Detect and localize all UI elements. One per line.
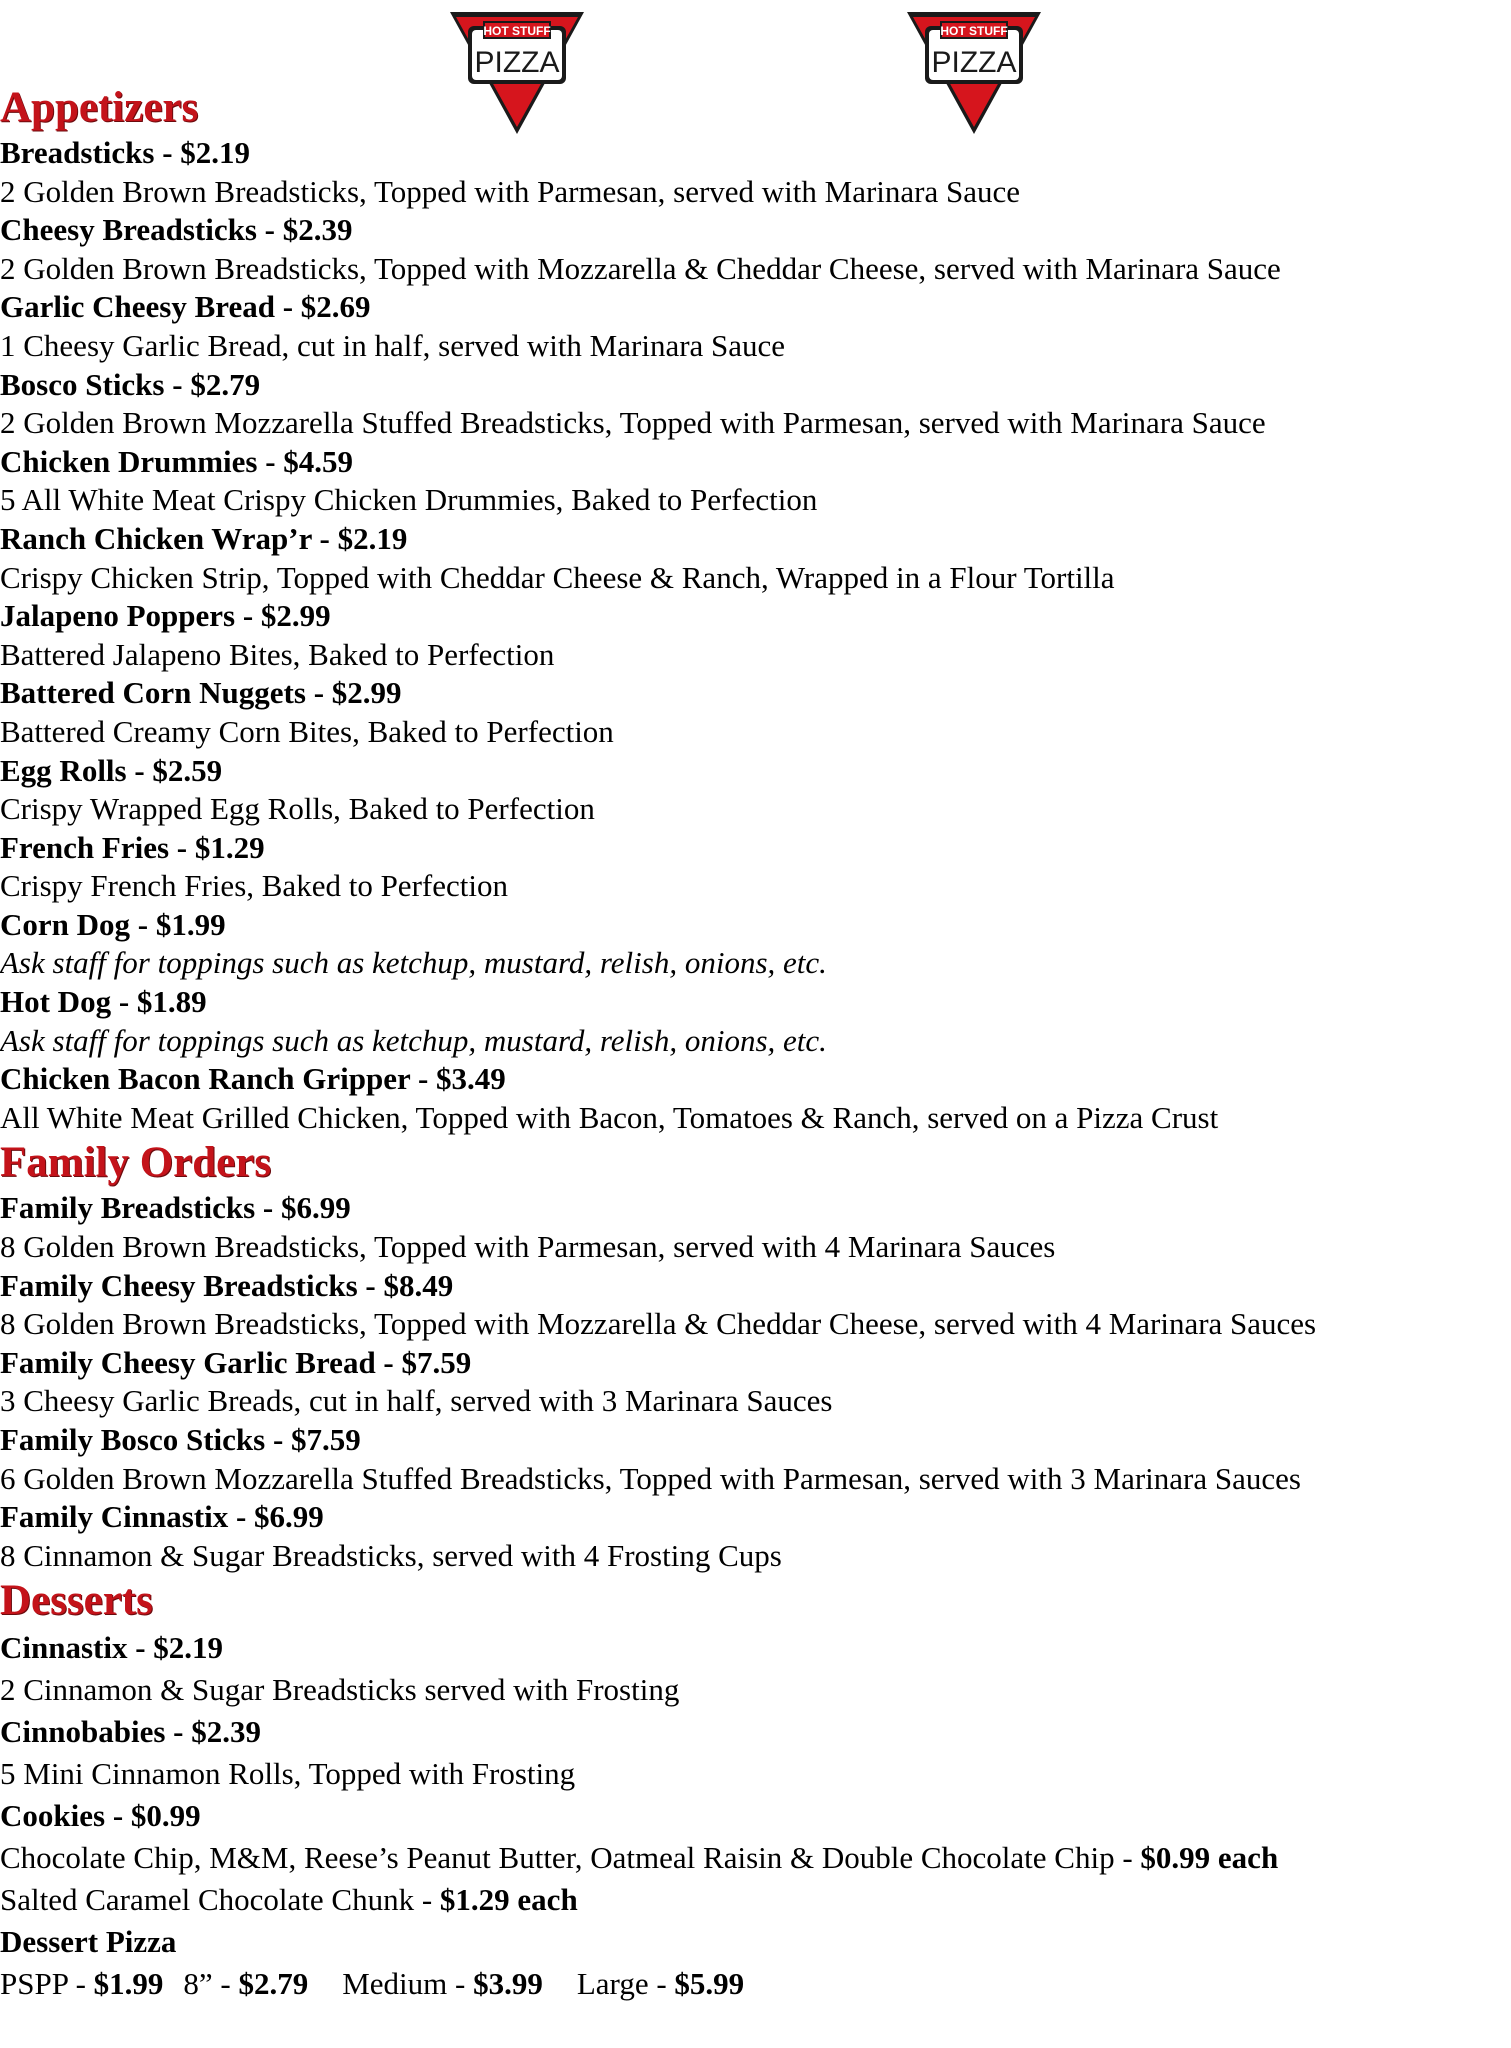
item-description: Crispy Chicken Strip, Topped with Cheddar Cheese & Ranch, Wrapped in a Flour Tortilla <box>0 559 1115 595</box>
item-description: 2 Golden Brown Mozzarella Stuffed Breadsticks, Topped with Parmesan, served with Marinara Sauce <box>0 405 1266 441</box>
item-name: Chicken Drummies - $4.59 <box>0 443 354 479</box>
item-name: Family Cheesy Garlic Bread - $7.59 <box>0 1344 472 1380</box>
item-name: Chicken Bacon Ranch Gripper - $3.49 <box>0 1061 506 1097</box>
menu-item <box>0 1060 1500 1137</box>
menu-item <box>0 1267 1500 1344</box>
desserts-section <box>0 1575 1500 2005</box>
item-description: Ask staff for toppings such as ketchup, mustard, relish, onions, etc. <box>0 945 827 981</box>
svg-text:HOT STUFF: HOT STUFF <box>483 24 551 38</box>
item-description: 2 Golden Brown Breadsticks, Topped with Mozzarella & Cheddar Cheese, served with Marinara Sauce <box>0 250 1281 286</box>
item-name: Family Breadsticks - $6.99 <box>0 1190 351 1226</box>
item-name: Bosco Sticks - $2.79 <box>0 366 261 402</box>
size-label: Large - <box>576 1966 675 2002</box>
menu-item <box>0 1921 1500 2005</box>
size-label: PSPP - <box>0 1966 94 2002</box>
item-description: 2 Cinnamon & Sugar Breadsticks served with Frosting <box>0 1672 680 1708</box>
svg-text:PIZZA: PIZZA <box>931 46 1017 79</box>
item-description: Crispy French Fries, Baked to Perfection <box>0 868 508 904</box>
item-description: 8 Golden Brown Breadsticks, Topped with Mozzarella & Cheddar Cheese, served with 4 Marinara Sauces <box>0 1306 1317 1342</box>
item-name: Family Cheesy Breadsticks - $8.49 <box>0 1267 454 1303</box>
cookie-flavors-text: Salted Caramel Chocolate Chunk - <box>0 1882 440 1918</box>
menu-item <box>0 366 1500 443</box>
size-label: 8” - <box>183 1966 239 2002</box>
item-description: 5 All White Meat Crispy Chicken Drummies, Baked to Perfection <box>0 482 818 518</box>
item-name: Ranch Chicken Wrap’r - $2.19 <box>0 520 408 556</box>
menu-item <box>0 1344 1500 1421</box>
item-description <box>0 1837 1500 1879</box>
size-price: $1.99 <box>93 1966 164 2002</box>
menu-item <box>0 288 1500 365</box>
item-name: Jalapeno Poppers - $2.99 <box>0 598 331 634</box>
dessert-pizza-sizes <box>0 1963 1500 2005</box>
item-name: Family Cinnastix - $6.99 <box>0 1499 324 1535</box>
menu-item <box>0 1498 1500 1575</box>
section-title: Appetizers <box>0 84 199 131</box>
menu-item <box>0 752 1500 829</box>
section-title: Family Orders <box>0 1139 272 1187</box>
item-description: Ask staff for toppings such as ketchup, mustard, relish, onions, etc. <box>0 1022 827 1058</box>
item-name: Hot Dog - $1.89 <box>0 984 207 1020</box>
cookie-price: $1.29 each <box>439 1882 578 1918</box>
menu-item <box>0 674 1500 751</box>
cookie-price: $0.99 each <box>1140 1840 1279 1876</box>
item-description: 5 Mini Cinnamon Rolls, Topped with Frosting <box>0 1756 576 1792</box>
item-name: Breadsticks - $2.19 <box>0 135 251 170</box>
menu-item <box>0 1795 1500 1921</box>
menu-item <box>0 1627 1500 1711</box>
item-name: Battered Corn Nuggets - $2.99 <box>0 675 402 711</box>
menu-item <box>0 1189 1500 1266</box>
menu <box>0 82 1500 2005</box>
appetizers-section <box>0 82 1500 1137</box>
item-description: 2 Golden Brown Breadsticks, Topped with Parmesan, served with Marinara Sauce <box>0 173 1021 209</box>
menu-item <box>0 829 1500 906</box>
svg-text:PIZZA: PIZZA <box>474 46 560 79</box>
item-description: 3 Cheesy Garlic Breads, cut in half, served with 3 Marinara Sauces <box>0 1383 833 1419</box>
item-name: Cheesy Breadsticks - $2.39 <box>0 212 353 248</box>
size-price: $2.79 <box>238 1966 309 2002</box>
item-description <box>0 1879 1500 1921</box>
item-description: Crispy Wrapped Egg Rolls, Baked to Perfection <box>0 791 595 827</box>
menu-item <box>0 520 1500 597</box>
item-name: Cinnastix - $2.19 <box>0 1630 224 1666</box>
item-description: All White Meat Grilled Chicken, Topped with Bacon, Tomatoes & Ranch, served on a Pizza Crust <box>0 1099 1219 1135</box>
section-title: Desserts <box>0 1577 153 1625</box>
menu-item <box>0 211 1500 288</box>
item-name: Cinnobabies - $2.39 <box>0 1714 261 1750</box>
menu-item <box>0 983 1500 1060</box>
item-name: French Fries - $1.29 <box>0 829 265 865</box>
item-description: Battered Jalapeno Bites, Baked to Perfection <box>0 636 555 672</box>
menu-item <box>0 134 1500 211</box>
item-name: Corn Dog - $1.99 <box>0 906 226 942</box>
menu-item <box>0 597 1500 674</box>
size-price: $5.99 <box>674 1966 745 2002</box>
item-name: Family Bosco Sticks - $7.59 <box>0 1422 361 1457</box>
menu-item <box>0 443 1500 520</box>
item-name: Dessert Pizza <box>0 1924 177 1960</box>
item-name: Egg Rolls - $2.59 <box>0 752 223 788</box>
item-description: 1 Cheesy Garlic Bread, cut in half, served with Marinara Sauce <box>0 327 786 363</box>
cookie-flavors-text: Chocolate Chip, M&M, Reese’s Peanut Butter, Oatmeal Raisin & Double Chocolate Chip - <box>0 1840 1141 1876</box>
item-name: Cookies - $0.99 <box>0 1798 201 1834</box>
item-name: Garlic Cheesy Bread - $2.69 <box>0 289 371 325</box>
family-orders-section <box>0 1137 1500 1575</box>
item-description: 6 Golden Brown Mozzarella Stuffed Breadsticks, Topped with Parmesan, served with 3 Marinara Sauces <box>0 1460 1301 1496</box>
item-description: 8 Cinnamon & Sugar Breadsticks, served with 4 Frosting Cups <box>0 1537 782 1573</box>
menu-item <box>0 1711 1500 1795</box>
size-price: $3.99 <box>473 1966 543 2002</box>
menu-item <box>0 1421 1500 1498</box>
size-label: Medium - <box>342 1966 474 2002</box>
svg-text:HOT STUFF: HOT STUFF <box>940 24 1008 38</box>
item-description: 8 Golden Brown Breadsticks, Topped with Parmesan, served with 4 Marinara Sauces <box>0 1229 1056 1265</box>
item-description: Battered Creamy Corn Bites, Baked to Perfection <box>0 713 614 749</box>
menu-item <box>0 906 1500 983</box>
